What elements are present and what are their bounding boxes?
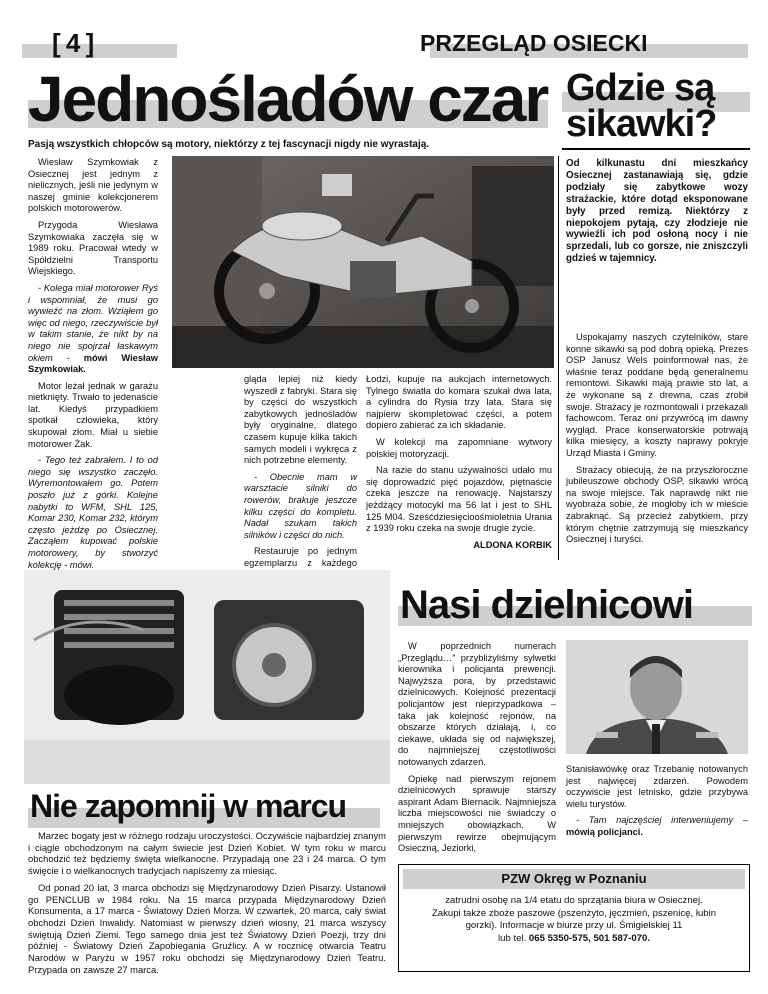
paragraph: Od ponad 20 lat, 3 marca obchodzi się Międzynarodowy Dzień Pisarzy. Ustanowił go PENCLUB w 1984 roku. Na 15 marca przypada Międzynarodowy Dzień Konsumenta, a 17 marca - Światowy Dzień Morza. W czwartek, 20 marca, cały świat obchodzi Dzień Inwalidy. Natomiast w pierwszy dzień wiosny, 21 marca wszyscy świętują Dzień Ziemi. Tego samego dnia jest też Światowy Dzień Poezji, trzy dni później - Światowy Dzień Zapobiegania Gruźlicy. A w rocznicę otwarcia Teatru Narodów w Paryżu w 1957 roku obchodzi się Międzynarodowy Dzień Teatru. Przypada on zawsze 27 marca. — [28, 881, 386, 975]
paragraph-quote — [566, 815, 748, 838]
paragraph: Restauruje po jednym egzemplarzu z każdego — [244, 546, 357, 568]
author-byline: ALDONA KORBIK — [473, 539, 552, 550]
article2-title-rule — [562, 148, 750, 150]
article4-title: Nie zapomnij w marcu — [30, 788, 347, 824]
paragraph: Wiesław Szymkowiak z Osiecznej jest jednym z nielicznych, jeśli nie jedynym w naszej gminie kolekcjonerem polskich motorowerów. — [28, 157, 158, 214]
paragraph-quote: - Obecnie mam w warsztacie silniki do rowerów, brakuje jeszcze kilku części do kompletu. Nadal szukam takich silników i części do nich. — [244, 471, 357, 540]
page-header — [0, 0, 768, 70]
paragraph: gląda lepiej niż kiedy wyszedł z fabryki. Stara się by części do wszystkich zabytkowych jednośladów były oryginalne, dlatego czasem kupuje kilka takich samych modeli i wykręca z nich potrzebne elementy. — [244, 374, 357, 466]
officer-portrait — [566, 640, 748, 754]
quote-text: - Tam najczęściej interweniujemy – — [576, 815, 748, 826]
article2-body — [566, 332, 748, 551]
article2-title-line2: sikawki? — [566, 103, 717, 145]
paragraph: Marzec bogaty jest w różnego rodzaju uroczystości. Oczywiście najbardziej znanym i ciągle obchodzonym na całym świecie jest Dzień Kobiet. W tym roku w marcu obchodzić też będziemy święta wielkanocne. Przypadają one 23 i 24 marca. O tym święcie i o wielkanocnych tradycjach napiszemy za miesiąc. — [28, 830, 386, 877]
article3-title: Nasi dzielnicowi — [400, 583, 693, 627]
article2-lead: Od kilkunastu dni mieszkańcy Osiecznej zastanawiają się, gdzie podziały się zabytkowe wozy strażackie, które dotąd eksponowane były przed remizą. Niektórzy z niepokojem pytają, czy złodzieje nie wywieźli ich pod osłoną nocy i nie sprzedali, lub co gorsze, nie zniszczyli gdzieś w tajemnicy. — [566, 158, 748, 265]
ad-body — [399, 889, 749, 951]
ad-phones: 065 5350-575, 501 587-070. — [528, 932, 651, 944]
header-bar — [22, 44, 177, 58]
page-number: [ 4 ] — [52, 28, 94, 58]
motorcycle-photo — [172, 156, 554, 368]
paragraph-quote — [28, 283, 158, 376]
paragraph: Strażacy obiecują, że na przyszłoroczne jubileuszowe obchody OSP, sikawki wrócą na swoje miejsce. Tak naprawdę nikt nie wyobraża sobie, że mogłoby ich w mieście zabraknąć. Są przecież zabytkiem, przy którym chętnie zatrzymują się mieszkańcy Osiecznej i turyści. — [566, 464, 748, 545]
quote-text: - Kolega miał motorower Ryś i wspomniał, że musi go wywieźć na złom. Wziąłem go więc od niego, rzeczywiście był w takim stanie, że nikt by na niego nie spojrzał łaskawym okiem - — [28, 282, 158, 363]
engine-illustration — [24, 570, 390, 784]
paragraph: Łodzi, kupuje na aukcjach internetowych. Tylnego światła do komara szukał dwa lata, a cylindra do Rysia trzy lata. Stara się najpierw skompletować części, a potem dopiero zabierać za ich składanie. — [366, 374, 552, 431]
motorcycle-illustration — [172, 156, 554, 368]
paragraph: W poprzednich numerach „Przeglądu…” przybliżyliśmy sylwetki kierownika i policjanta prewencji. Najwyższa pora, by przedstawić dzielnicowych. Kolejność prezentacji policjantów jest nieprzypadkowa – taka jak kolejność rejonów, na obszarze których działają, i, co ciekawe, układa się od największej, do najmniejszej częstotliwości notowanych zdarzeń. — [398, 641, 556, 767]
ad-contact-prefix: lub tel. — [497, 932, 529, 944]
article1-col3 — [366, 374, 552, 556]
paragraph: Na razie do stanu używalności udało mu się doprowadzić pięć pojazdów, piętnaście czeka jeszcze na renowację. Najstarszy jeżdżący motocykl ma 56 lat i jest to SHL 125 M04. Sześćdziesięcioośmioletnia Urania z 1939 roku czeka na swoje drugie życie. — [366, 465, 552, 534]
ad-line: gorzki). Informacje w biurze przy ul. Śmigielskiej 11 — [465, 920, 683, 932]
paragraph: Opiekę nad pierwszym rejonem dzielnicowych sprawuje starszy aspirant Adam Biernacik. Najmniejsza liczba miejscowości nie świadczy o mniejszych obowiązkach. W pierwszym rewirze obejmującym Osieczną, Jeziorki, — [398, 773, 556, 854]
masthead: PRZEGLĄD OSIECKI — [420, 30, 648, 56]
ad-line: Zakupi także zboże paszowe (pszenżyto, jęczmień, pszenicę, łubin — [431, 907, 717, 919]
article3-col2 — [566, 764, 748, 844]
article3-col1 — [398, 641, 556, 860]
article2-title — [566, 67, 717, 145]
article1-col1 — [28, 157, 158, 639]
paragraph: Motor leżał jednak w garażu nietknięty. Trwało to jedenaście lat. Kiedyś przypadkiem spotkał człowieka, który skupował złom. Miał u siebie motorower Żak. — [28, 380, 158, 449]
paragraph-quote: - Tego też zabrałem. I to od niego się wszystko zaczęło. Wyremontowałem go. Potem poszło już z górki. Kolejne nabytki to WFM, SHL 125, Komar 230, Komar 232, którym często jeżdżę po Osiecznej. Zacząłem kupować polskie motorowery, by stworzyć kolekcję - mówi. — [28, 455, 158, 570]
ad-line: zatrudni osobę na 1/4 etatu do sprzątania biura w Osiecznej. — [445, 895, 703, 906]
ad-title-bar — [403, 869, 745, 889]
article2-title-line1: Gdzie są — [566, 67, 715, 109]
column-rule — [558, 156, 559, 560]
ad-title: PZW Okręg w Poznaniu — [501, 871, 647, 886]
paragraph: Uspokajamy naszych czytelników, stare konne sikawki są pod dobrą opieką. Prezes OSP Janusz Wels poinformował nas, że właśnie teraz poddane będą generalnemu remontowi. Sikawki mają prawie sto lat, a że wykonane są z drewna, czas zrobił swoje. Strażacy je rozmontowali i przekazali fachowcom. Teraz oni przywrócą im dawny wygląd. Prace konserwatorskie potrwają kilka miesięcy, a koszty naprawy pokryje Urząd Miasta i Gminy. — [566, 332, 748, 458]
engine-photo — [24, 570, 390, 784]
officer-photo — [566, 640, 748, 754]
quote-attribution: mówią policjanci. — [566, 826, 643, 837]
ad-box — [398, 864, 750, 972]
article4-body — [28, 830, 386, 980]
paragraph: Przygoda Wiesława Szymkowiaka zaczęła się w 1989 roku. Pracował wtedy w Spółdzielni Transportu Wiejskiego. — [28, 219, 158, 277]
quote-attribution: mówi Wiesław Szymkowiak. — [28, 352, 158, 375]
paragraph: Stanisławówkę oraz Trzebanię notowanych jest najwięcej zdarzeń. Powodem oczywiście jest letnisko, gdzie przybywa wielu turystów. — [566, 764, 748, 809]
ad-contact — [405, 933, 743, 946]
article1-title: Jednośladów czar — [28, 63, 548, 135]
paragraph: W kolekcji ma zapomniane wytwory polskiej motoryzacji. — [366, 436, 552, 459]
article1-subtitle: Pasją wszystkich chłopców są motory, niektórzy z tej fascynacji nigdy nie wyrastają. — [28, 139, 430, 150]
